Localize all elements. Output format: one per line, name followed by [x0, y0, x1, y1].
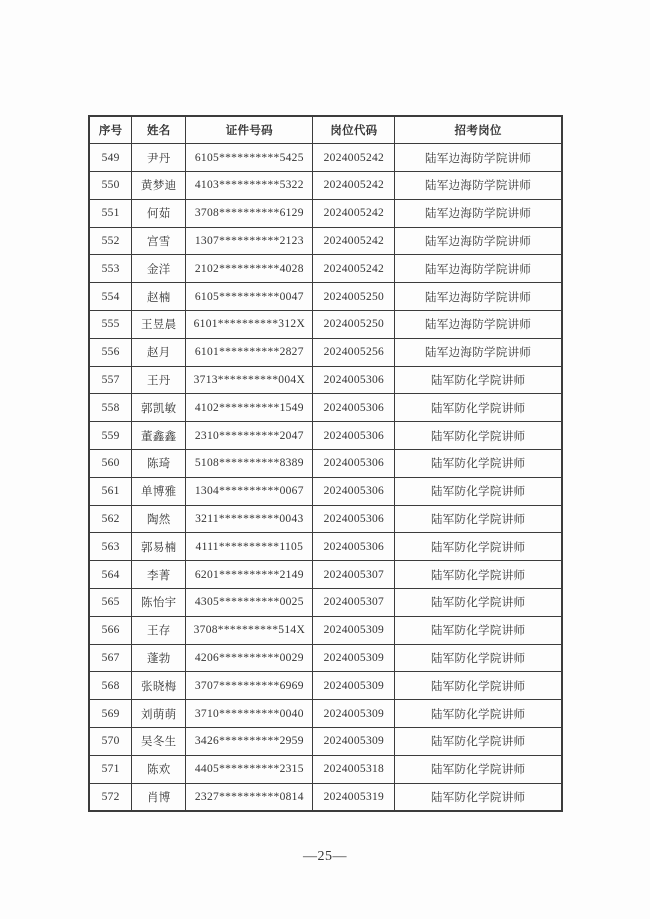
cell-name: 赵楠: [132, 283, 186, 311]
table-row: [89, 394, 562, 422]
cell-id-number: 2327**********0814: [186, 783, 313, 811]
page-number: —25—: [303, 849, 347, 864]
cell-index: 566: [89, 616, 132, 644]
cell-id-number: 2102**********4028: [186, 255, 313, 283]
cell-name: 王存: [132, 616, 186, 644]
cell-position: 陆军防化学院讲师: [395, 755, 562, 783]
cell-index: 549: [89, 144, 132, 172]
cell-id-number: 6101**********312X: [186, 311, 313, 339]
cell-job-code: 2024005250: [313, 283, 395, 311]
cell-id-number: 1307**********2123: [186, 227, 313, 255]
cell-job-code: 2024005318: [313, 755, 395, 783]
cell-id-number: 3211**********0043: [186, 505, 313, 533]
table-row: [89, 672, 562, 700]
cell-index: 560: [89, 450, 132, 478]
cell-name: 郭易楠: [132, 533, 186, 561]
cell-job-code: 2024005242: [313, 227, 395, 255]
cell-position: 陆军边海防学院讲师: [395, 227, 562, 255]
recruitment-roster-table: [88, 115, 563, 812]
cell-index: 557: [89, 366, 132, 394]
cell-position: 陆军边海防学院讲师: [395, 283, 562, 311]
cell-index: 550: [89, 172, 132, 200]
cell-index: 571: [89, 755, 132, 783]
table-row: [89, 422, 562, 450]
cell-id-number: 4405**********2315: [186, 755, 313, 783]
cell-job-code: 2024005319: [313, 783, 395, 811]
cell-job-code: 2024005250: [313, 311, 395, 339]
table-row: [89, 311, 562, 339]
cell-index: 562: [89, 505, 132, 533]
cell-position: 陆军防化学院讲师: [395, 422, 562, 450]
table-row: [89, 589, 562, 617]
cell-name: 赵月: [132, 338, 186, 366]
table-body: [89, 144, 562, 811]
cell-id-number: 1304**********0067: [186, 477, 313, 505]
cell-position: 陆军防化学院讲师: [395, 728, 562, 756]
cell-name: 金洋: [132, 255, 186, 283]
cell-id-number: 3708**********514X: [186, 616, 313, 644]
cell-job-code: 2024005306: [313, 450, 395, 478]
table-row: [89, 227, 562, 255]
cell-job-code: 2024005306: [313, 533, 395, 561]
header-name: 姓名: [132, 116, 186, 144]
cell-job-code: 2024005306: [313, 366, 395, 394]
cell-index: 569: [89, 700, 132, 728]
cell-position: 陆军防化学院讲师: [395, 533, 562, 561]
cell-position: 陆军防化学院讲师: [395, 700, 562, 728]
cell-index: 554: [89, 283, 132, 311]
cell-job-code: 2024005242: [313, 199, 395, 227]
cell-name: 郭凯敏: [132, 394, 186, 422]
cell-position: 陆军防化学院讲师: [395, 783, 562, 811]
cell-job-code: 2024005256: [313, 338, 395, 366]
cell-job-code: 2024005306: [313, 394, 395, 422]
cell-id-number: 6105**********0047: [186, 283, 313, 311]
cell-position: 陆军边海防学院讲师: [395, 199, 562, 227]
cell-name: 陈欢: [132, 755, 186, 783]
cell-job-code: 2024005242: [313, 144, 395, 172]
cell-index: 553: [89, 255, 132, 283]
cell-position: 陆军边海防学院讲师: [395, 255, 562, 283]
cell-position: 陆军防化学院讲师: [395, 505, 562, 533]
cell-index: 570: [89, 728, 132, 756]
cell-position: 陆军边海防学院讲师: [395, 311, 562, 339]
cell-job-code: 2024005309: [313, 700, 395, 728]
cell-index: 563: [89, 533, 132, 561]
cell-index: 565: [89, 589, 132, 617]
cell-index: 568: [89, 672, 132, 700]
cell-position: 陆军防化学院讲师: [395, 616, 562, 644]
cell-position: 陆军防化学院讲师: [395, 589, 562, 617]
cell-position: 陆军防化学院讲师: [395, 366, 562, 394]
cell-index: 561: [89, 477, 132, 505]
table-row: [89, 700, 562, 728]
cell-id-number: 3708**********6129: [186, 199, 313, 227]
cell-index: 567: [89, 644, 132, 672]
cell-position: 陆军防化学院讲师: [395, 477, 562, 505]
cell-id-number: 6105**********5425: [186, 144, 313, 172]
cell-name: 陈怡宇: [132, 589, 186, 617]
cell-id-number: 4305**********0025: [186, 589, 313, 617]
table-row: [89, 477, 562, 505]
table-row: [89, 644, 562, 672]
cell-name: 宫雪: [132, 227, 186, 255]
cell-name: 刘萌萌: [132, 700, 186, 728]
cell-index: 552: [89, 227, 132, 255]
cell-job-code: 2024005306: [313, 422, 395, 450]
table-row: [89, 144, 562, 172]
table-row: [89, 561, 562, 589]
cell-position: 陆军边海防学院讲师: [395, 144, 562, 172]
cell-index: 558: [89, 394, 132, 422]
cell-name: 黄梦迪: [132, 172, 186, 200]
cell-name: 董鑫鑫: [132, 422, 186, 450]
cell-name: 蓬勃: [132, 644, 186, 672]
cell-position: 陆军防化学院讲师: [395, 644, 562, 672]
header-position: 招考岗位: [395, 116, 562, 144]
table-row: [89, 505, 562, 533]
header-id-number: 证件号码: [186, 116, 313, 144]
table-header-row: [89, 116, 562, 144]
cell-job-code: 2024005307: [313, 561, 395, 589]
cell-id-number: 3707**********6969: [186, 672, 313, 700]
cell-id-number: 4103**********5322: [186, 172, 313, 200]
cell-job-code: 2024005307: [313, 589, 395, 617]
cell-name: 吴冬生: [132, 728, 186, 756]
table-row: [89, 755, 562, 783]
table-row: [89, 172, 562, 200]
table-header: [89, 116, 562, 144]
table-row: [89, 783, 562, 811]
cell-name: 单博雅: [132, 477, 186, 505]
cell-name: 王丹: [132, 366, 186, 394]
cell-position: 陆军防化学院讲师: [395, 672, 562, 700]
cell-id-number: 4111**********1105: [186, 533, 313, 561]
table-row: [89, 728, 562, 756]
cell-job-code: 2024005309: [313, 616, 395, 644]
cell-index: 564: [89, 561, 132, 589]
cell-job-code: 2024005242: [313, 172, 395, 200]
table-row: [89, 338, 562, 366]
cell-id-number: 3713**********004X: [186, 366, 313, 394]
cell-name: 张晓梅: [132, 672, 186, 700]
cell-id-number: 4102**********1549: [186, 394, 313, 422]
cell-id-number: 4206**********0029: [186, 644, 313, 672]
cell-name: 陶然: [132, 505, 186, 533]
cell-id-number: 6201**********2149: [186, 561, 313, 589]
cell-name: 陈琦: [132, 450, 186, 478]
table-row: [89, 199, 562, 227]
table-row: [89, 616, 562, 644]
cell-position: 陆军防化学院讲师: [395, 450, 562, 478]
cell-index: 551: [89, 199, 132, 227]
cell-name: 肖博: [132, 783, 186, 811]
table-row: [89, 533, 562, 561]
cell-job-code: 2024005306: [313, 505, 395, 533]
cell-job-code: 2024005309: [313, 644, 395, 672]
table-row: [89, 283, 562, 311]
header-index: 序号: [89, 116, 132, 144]
cell-id-number: 3426**********2959: [186, 728, 313, 756]
cell-id-number: 6101**********2827: [186, 338, 313, 366]
cell-name: 尹丹: [132, 144, 186, 172]
cell-index: 555: [89, 311, 132, 339]
cell-index: 559: [89, 422, 132, 450]
cell-position: 陆军防化学院讲师: [395, 561, 562, 589]
cell-position: 陆军边海防学院讲师: [395, 172, 562, 200]
cell-job-code: 2024005309: [313, 672, 395, 700]
header-job-code: 岗位代码: [313, 116, 395, 144]
cell-id-number: 5108**********8389: [186, 450, 313, 478]
cell-index: 572: [89, 783, 132, 811]
cell-name: 王昱晨: [132, 311, 186, 339]
table-row: [89, 450, 562, 478]
cell-job-code: 2024005306: [313, 477, 395, 505]
cell-name: 李菁: [132, 561, 186, 589]
cell-index: 556: [89, 338, 132, 366]
table-row: [89, 366, 562, 394]
cell-name: 何茹: [132, 199, 186, 227]
cell-position: 陆军边海防学院讲师: [395, 338, 562, 366]
cell-job-code: 2024005309: [313, 728, 395, 756]
cell-id-number: 2310**********2047: [186, 422, 313, 450]
cell-id-number: 3710**********0040: [186, 700, 313, 728]
cell-position: 陆军防化学院讲师: [395, 394, 562, 422]
table-row: [89, 255, 562, 283]
cell-job-code: 2024005242: [313, 255, 395, 283]
